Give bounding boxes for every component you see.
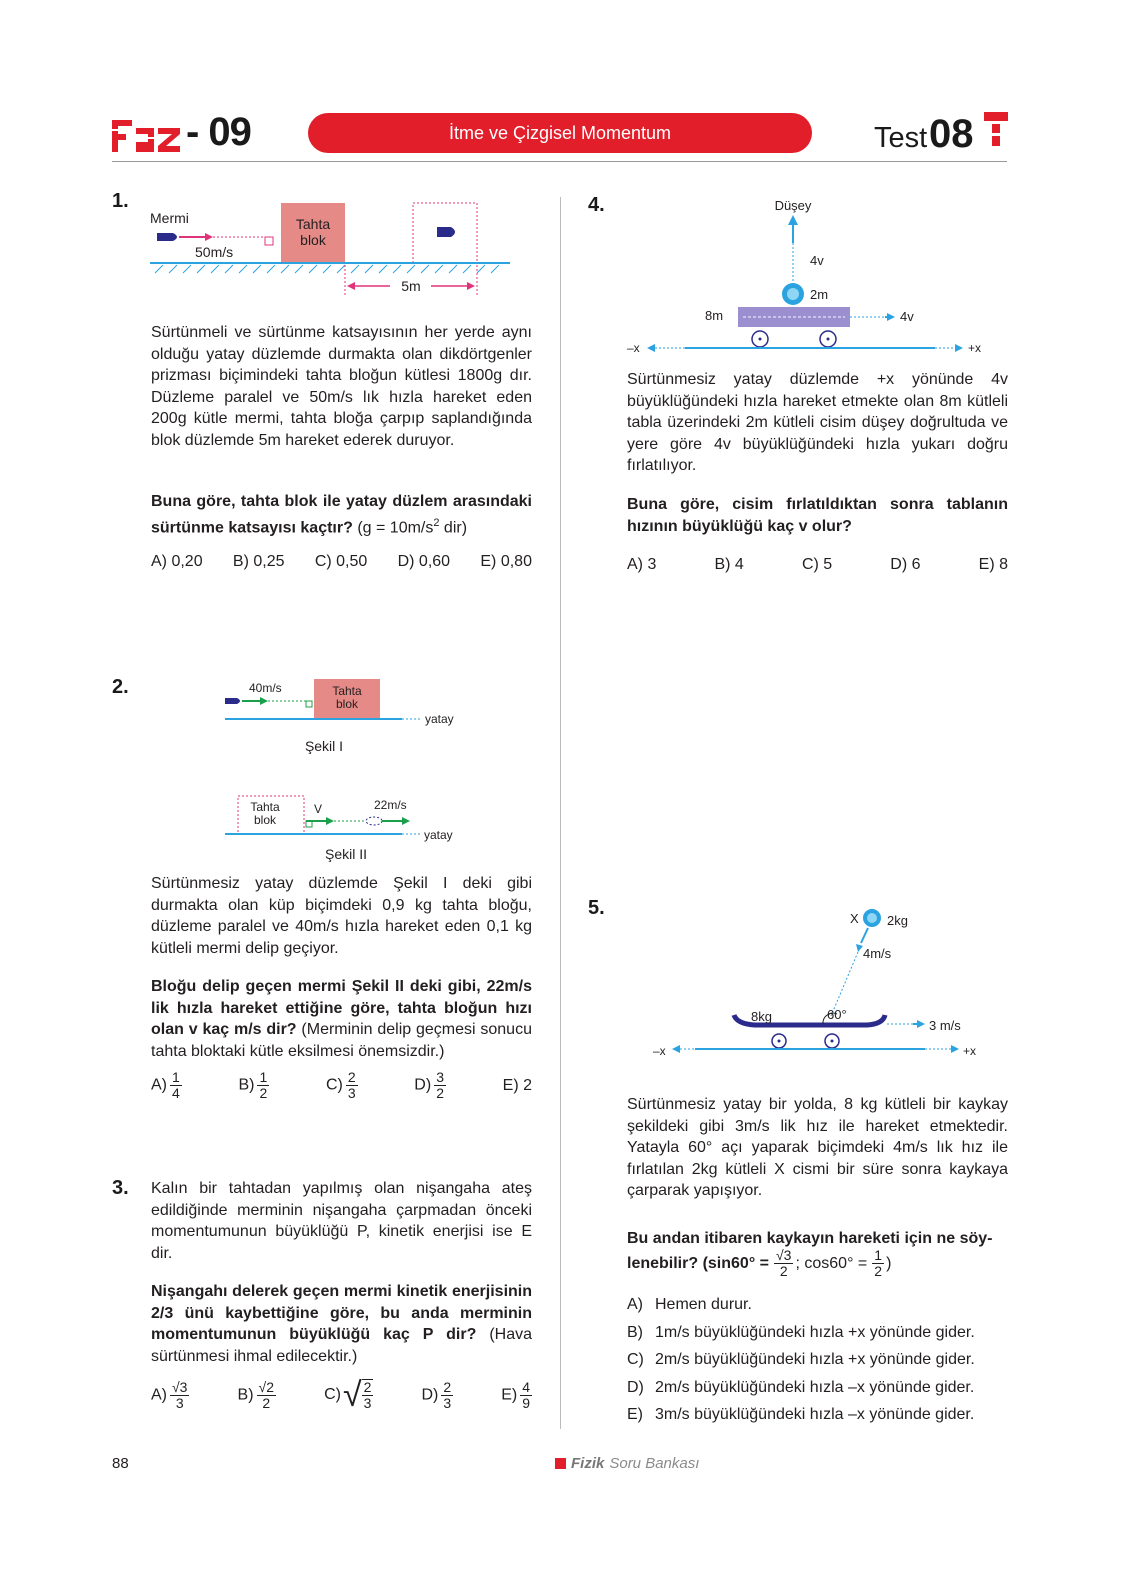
q4-neg-x-label: –x bbox=[627, 341, 640, 355]
q5-option-d-text: 2m/s büyüklüğündeki hızla –x yönünde gider. bbox=[655, 1378, 975, 1396]
q3-choice-e-den: 9 bbox=[522, 1394, 530, 1411]
q1-choices bbox=[151, 553, 532, 571]
series-title: - 09 bbox=[186, 110, 251, 154]
q4-pos-x-label: +x bbox=[968, 341, 982, 355]
q5-options bbox=[627, 1291, 1008, 1429]
q5-option-a[interactable] bbox=[627, 1291, 1008, 1319]
q2-fig1-block-label-2: blok bbox=[335, 697, 359, 711]
q1-bullet-label: Mermi bbox=[150, 210, 189, 226]
q2-fig1-speed: 40m/s bbox=[249, 681, 282, 695]
q4-ball-mass-label: 2m bbox=[810, 287, 829, 302]
q5-option-e-letter: E) bbox=[627, 1406, 643, 1423]
brand-logo bbox=[112, 112, 184, 157]
q5-option-c[interactable] bbox=[627, 1346, 1008, 1374]
q4-cart-speed-label: 4v bbox=[900, 309, 914, 324]
q2-question bbox=[151, 976, 532, 1062]
q5-cos-num: 1 bbox=[874, 1247, 883, 1263]
q3-choice-a[interactable] bbox=[151, 1380, 189, 1411]
q2-fig2-speed: 22m/s bbox=[374, 798, 407, 812]
q3-choice-b-num: √2 bbox=[258, 1378, 275, 1395]
q3-choice-a-den: 3 bbox=[175, 1394, 184, 1411]
q3-question bbox=[151, 1281, 532, 1367]
q3-choice-e-num: 4 bbox=[522, 1378, 530, 1395]
q1-choice-b[interactable]: B) 0,25 bbox=[232, 553, 285, 570]
q1-distance-label: 5m bbox=[401, 278, 421, 294]
q5-option-a-text: Hemen durur. bbox=[655, 1296, 752, 1313]
q5-option-b[interactable] bbox=[627, 1319, 1008, 1347]
q5-question-line2-pre: lenebilir? (sin60° = bbox=[627, 1254, 769, 1272]
q1-bullet-icon bbox=[157, 233, 177, 241]
q2-choices bbox=[151, 1070, 532, 1101]
q5-pos-x-label: +x bbox=[963, 1044, 977, 1058]
q5-sin-num: √3 bbox=[776, 1247, 792, 1263]
q1-text: Sürtünmeli ve sürtünme katsayısının her yerde aynı olduğu yatay düzlemde durmakta olan dikdörtgenler prizması biçimindeki tahta bloğun kütlesi 1800g dır. Düzleme paralel ve 50m/s lık hızla hareket eden 200g kütle mermi, tahta bloğa çarpıp saplandığında blok düzlemde 5m hareket ederek duruyor. bbox=[151, 324, 532, 449]
q3-choice-c-root: √ bbox=[342, 1376, 362, 1414]
q3-choice-b-den: 2 bbox=[262, 1394, 271, 1411]
footer-square-icon bbox=[555, 1458, 566, 1469]
q5-option-e-text: 3m/s büyüklüğündeki hızla –x yönünde gider. bbox=[655, 1406, 975, 1423]
q1-question-tail-pre: (g = 10m/s bbox=[357, 518, 434, 536]
q1-question-tail-sup: 2 bbox=[433, 516, 440, 529]
q2-fig2-block-label-2: blok bbox=[253, 813, 277, 827]
q2-fig2-v-label: V bbox=[314, 802, 323, 816]
q4-choice-e[interactable]: E) 8 bbox=[978, 556, 1008, 573]
q5-option-b-letter: B) bbox=[627, 1323, 643, 1341]
q1-block-label-1: Tahta bbox=[295, 216, 331, 232]
q3-question-bold: Nişangahı delerek geçen mermi kinetik enerjisinin 2/3 ünü kaybettiğine göre, bu anda merminin momentumunun büyüklüğü kaç P dir? bbox=[151, 1283, 532, 1344]
q4-number: 4. bbox=[588, 194, 605, 216]
q2-choice-d-den: 2 bbox=[436, 1085, 444, 1101]
q4-choice-d[interactable]: D) 6 bbox=[890, 556, 921, 573]
q2-choice-c[interactable] bbox=[326, 1070, 358, 1101]
q2-choice-b-den: 2 bbox=[259, 1085, 268, 1101]
q5-ball-label: X bbox=[850, 911, 859, 926]
q5-option-d-letter: D) bbox=[627, 1378, 644, 1396]
q5-board-mass-label: 8kg bbox=[751, 1009, 772, 1024]
q3-choice-c-den: 3 bbox=[363, 1395, 372, 1411]
q1-number: 1. bbox=[112, 190, 129, 212]
q1-choice-c[interactable]: C) 0,50 bbox=[314, 553, 368, 570]
q5-ball-arrow bbox=[861, 928, 868, 943]
q2-choice-d-num: 3 bbox=[436, 1069, 444, 1085]
q3-choices bbox=[151, 1378, 532, 1412]
q1-question bbox=[151, 491, 532, 539]
q5-question-line1: Bu andan itibaren kaykayın hareketi için ne söy- bbox=[627, 1230, 993, 1247]
q5-option-c-letter: C) bbox=[627, 1351, 644, 1368]
q4-choice-c[interactable]: C) 5 bbox=[801, 556, 833, 573]
q2-fig2-bullet-ghost-icon bbox=[366, 817, 382, 825]
q3-choice-c-label: C) bbox=[324, 1386, 341, 1403]
q4-up-speed-label: 4v bbox=[810, 253, 824, 268]
q1-choice-a[interactable]: A) 0,20 bbox=[151, 553, 203, 570]
q5-sin-den: 2 bbox=[779, 1263, 788, 1279]
topic-banner bbox=[308, 113, 812, 153]
q5-text: Sürtünmesiz yatay bir yolda, 8 kg kütleli bir kaykay şekildeki gibi 3m/s lik hız ile hareket etmektedir. Yatayla 60° açı yaparak biçimdeki 4m/s lık hız ile fırlatılan 2kg kütleli X cismi bir süre sonra kaykaya çarparak yapışıyor. bbox=[627, 1096, 1008, 1200]
q3-choice-d-label: D) bbox=[421, 1386, 439, 1404]
page-number: 88 bbox=[112, 1455, 129, 1472]
q2-figure-2 bbox=[222, 793, 472, 868]
q3-choice-d[interactable] bbox=[421, 1380, 453, 1411]
q2-fig1-axis-label: yatay bbox=[425, 712, 454, 726]
q3-choice-b[interactable] bbox=[238, 1380, 276, 1411]
q1-block-label-2: blok bbox=[300, 232, 326, 248]
q3-text: Kalın bir tahtadan yapılmış olan nişangaha ateş edildiğinde merminin nişangaha çarpmadan önceki momentumunun büyüklüğü P, kinetik enerjisi ise E dir. bbox=[151, 1180, 532, 1262]
q5-number: 5. bbox=[588, 897, 605, 919]
q1-speed-label: 50m/s bbox=[195, 244, 234, 260]
q3-choice-d-den: 3 bbox=[443, 1394, 452, 1411]
q5-option-a-letter: A) bbox=[627, 1296, 643, 1313]
q5-option-e[interactable] bbox=[627, 1401, 1008, 1429]
q5-question-line2-mid: ; cos60° = bbox=[795, 1254, 868, 1272]
q3-choice-b-label: B) bbox=[237, 1386, 254, 1404]
header-divider bbox=[112, 161, 1007, 162]
q3-choice-e[interactable] bbox=[501, 1380, 532, 1411]
q2-question-bold: Bloğu delip geçen mermi Şekil II deki gibi, 22m/s lik hızla hareket ettiğine göre, tahta bloğun hızı olan v kaç m/s dir? bbox=[151, 978, 532, 1039]
q3-choice-a-num: √3 bbox=[172, 1378, 188, 1395]
q4-question: Buna göre, cisim fırlatıldıktan sonra tablanın hızının büyüklüğü kaç v olur? bbox=[627, 496, 1008, 535]
q5-option-b-text: 1m/s büyüklüğündeki hızla +x yönünde gider. bbox=[655, 1323, 975, 1341]
q3-choice-d-num: 2 bbox=[443, 1378, 452, 1395]
q2-choice-c-num: 2 bbox=[347, 1069, 356, 1085]
q4-choices bbox=[627, 556, 1008, 574]
q5-option-c-text: 2m/s büyüklüğündeki hızla +x yönünde gider. bbox=[655, 1351, 975, 1368]
q2-choice-a-den: 4 bbox=[172, 1085, 180, 1101]
q3-choice-a-label: A) bbox=[151, 1386, 167, 1404]
q2-choice-e[interactable]: E) 2 bbox=[502, 1076, 532, 1094]
topic-title: İtme ve Çizgisel Momentum bbox=[448, 122, 672, 143]
q5-neg-x-label: –x bbox=[653, 1044, 666, 1058]
q1-question-bold: Buna göre, tahta blok ile yatay düzlem arasındaki sürtünme katsayısı kaçtır? bbox=[151, 493, 532, 536]
q1-choice-e[interactable]: E) 0,80 bbox=[480, 553, 532, 570]
q2-choice-a-label: A) bbox=[151, 1076, 167, 1094]
q1-choice-d[interactable]: D) 0,60 bbox=[397, 553, 451, 570]
q5-cos-den: 2 bbox=[874, 1263, 883, 1279]
q2-fig1-bullet-icon bbox=[225, 698, 240, 704]
test-number: 08 bbox=[929, 112, 974, 156]
q4-figure bbox=[625, 195, 1010, 360]
q5-option-d[interactable] bbox=[627, 1374, 1008, 1402]
q4-text: Sürtünmesiz yatay düzlemde +x yönünde 4v büyüklüğündeki hızla hareket etmekte olan 8m kütleli tabla üzerindeki 2m kütleli cisim düşey doğrultuda ve yere göre 4v büyüklüğündeki hızla yukarı doğru fırlatılıyor. bbox=[627, 371, 1008, 475]
q5-figure bbox=[625, 900, 1010, 1065]
test-label: Test bbox=[874, 122, 928, 154]
q2-choice-b-label: B) bbox=[238, 1076, 255, 1094]
q5-ball-mass-label: 2kg bbox=[887, 913, 908, 928]
q4-vertical-label: Düşey bbox=[774, 198, 812, 213]
q2-choice-b-num: 1 bbox=[259, 1069, 268, 1085]
q2-choice-a-num: 1 bbox=[172, 1069, 180, 1085]
q2-text: Sürtünmesiz yatay düzlemde Şekil I deki gibi durmakta olan küp biçimdeki 0,9 kg tahta bloğu, düzleme paralel ve 40m/s hızla hareket eden 0,1 kg kütleli mermi delip geçiyor. bbox=[151, 875, 532, 957]
q1-bullet-embedded-icon bbox=[437, 227, 455, 237]
q4-cart-mass-label: 8m bbox=[705, 308, 724, 323]
q2-fig2-block-label-1: Tahta bbox=[250, 800, 280, 814]
q2-choice-a[interactable] bbox=[151, 1070, 182, 1101]
q2-choice-d[interactable] bbox=[414, 1070, 446, 1101]
q2-choice-b[interactable] bbox=[238, 1070, 269, 1101]
q2-fig1-caption: Şekil I bbox=[304, 738, 344, 754]
q2-choice-c-label: C) bbox=[325, 1076, 343, 1094]
q5-angle-label: 60° bbox=[827, 1007, 847, 1022]
q1-question-tail-post: dir) bbox=[439, 518, 468, 536]
q2-fig2-caption: Şekil II bbox=[324, 846, 368, 862]
q2-choice-d-label: D) bbox=[414, 1076, 432, 1094]
column-divider bbox=[560, 197, 561, 1429]
q4-choice-b[interactable]: B) 4 bbox=[714, 556, 744, 573]
footer-book: Soru Bankası bbox=[609, 1455, 700, 1472]
q2-question-tail: (Merminin delip geçmesi sonucu tahta bloktaki kütle eksilmesi önemsizdir.) bbox=[151, 1021, 532, 1060]
q5-question-line2 bbox=[627, 1248, 1008, 1279]
q2-fig1-block-label-1: Tahta bbox=[332, 684, 362, 698]
q5-board-speed-label: 3 m/s bbox=[929, 1018, 961, 1033]
q1-figure bbox=[145, 195, 515, 300]
q4-choice-a[interactable]: A) 3 bbox=[627, 556, 657, 573]
q3-choice-c[interactable] bbox=[324, 1378, 373, 1412]
q5-question-line2-post: ) bbox=[886, 1254, 892, 1272]
footer-brand bbox=[555, 1455, 699, 1472]
footer-subject: Fizik bbox=[571, 1455, 605, 1472]
q2-choice-c-den: 3 bbox=[347, 1085, 356, 1101]
q2-fig2-axis-label: yatay bbox=[424, 828, 453, 842]
test-corner-icon bbox=[984, 112, 1008, 157]
q3-choice-c-num: 2 bbox=[363, 1379, 372, 1395]
q2-number: 2. bbox=[112, 676, 129, 698]
q3-choice-e-label: E) bbox=[501, 1386, 518, 1404]
q3-question-tail: (Hava sürtünmesi ihmal edilecektir.) bbox=[151, 1326, 532, 1365]
q3-number: 3. bbox=[112, 1177, 129, 1199]
q2-figure-1 bbox=[222, 676, 472, 761]
q5-ball-speed-label: 4m/s bbox=[863, 946, 892, 961]
